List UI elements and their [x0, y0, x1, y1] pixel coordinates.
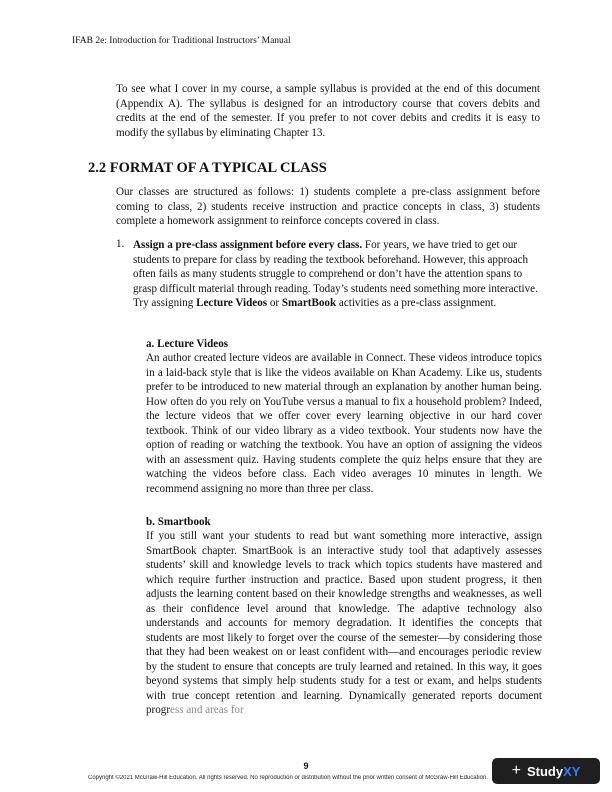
intro-paragraph: To see what I cover in my course, a sample syllabus is provided at the end of this document (Appendix A). The syllabus is designed for an introductory course that covers debits and credits at the end of the semester. If you prefer to not cover debits and credits it is easy to modify the syllabus by eliminating Chapter 13.: [116, 83, 540, 139]
lecture-videos-body: An author created lecture videos are available in Connect. These videos introduce topics in a laid-back style that is like the videos available on Khan Academy. Like us, students prefer to be introduced to new material through an explanation by another human being. How often do you rely on YouTube versus a manual to fix a household problem? Indeed, the lecture videos that we offer cover every learning objective in our hard cover textbook. Think of our video library as a video textbook. Your students now have the option of reading or watching the textbook. You have an option of assigning the videos with an assessment quiz. Having students complete the quiz helps ensure that they are watching the videos before class. Each video averages 10 minutes in length. We recommend assigning no more than three per class.: [146, 352, 542, 495]
badge-label: [527, 764, 580, 779]
section-paragraph: Our classes are structured as follows: 1) students complete a pre-class assignment before coming to class, 2) students receive instruction and practice concepts in class, 3) students complete a homework assignment to reinforce concepts covered in class.: [116, 186, 540, 227]
item-text-before: For years, we have tried to get our students to prepare for class by reading the textbook beforehand. However, this approach often fails as many students struggle to comprehend or don’t have the attention spans to grasp difficult material through reading. Today’s students need something more interactive. Try assigning: [133, 239, 538, 309]
smartbook-body-text: If you still want your students to read but want something more interactive, assign SmartBook chapter. SmartBook is an interactive study tool that adaptively assesses students’ skill and knowledge levels to track which topics students have mastered and which require further instruction and practice. Based upon student progress, it then adjusts the learning content based on their knowledge strengths and weaknesses, as well as their confidence level around that knowledge. The adaptive technology also understands and accounts for memory degradation. It identifies the concepts that students are most likely to forget over the course of the semester—by considering those that they had been weakest on or least confident with—and encourages periodic review by the student to ensure that concepts are truly learned and retained. In this way, it goes beyond systems that simply help students study for a test or exam, and helps students with true concept retention and learning. Dynamically generated reports document progr: [146, 530, 542, 716]
item-bold-smartbook: SmartBook: [281, 297, 337, 309]
badge-text: Study: [526, 763, 564, 779]
list-item-number: 1.: [116, 238, 125, 250]
copyright-notice: Copyright ©2021 McGraw-Hill Education. All rights reserved. No reproduction or distribution without the prior written consent of McGraw-Hill Education.: [88, 775, 488, 781]
smartbook-body: [146, 529, 542, 718]
subheading-smartbook: b. Smartbook: [146, 516, 211, 528]
item-bold-lecture-videos: Lecture Videos: [196, 297, 268, 309]
studyxy-badge[interactable]: [492, 758, 600, 784]
plus-icon: +: [511, 762, 521, 779]
item-lead: Assign a pre-class assignment before every class.: [133, 239, 363, 251]
item-text-mid: or: [267, 297, 282, 309]
list-item-1: [133, 238, 543, 311]
page-number: 9: [303, 761, 309, 771]
subheading-lecture-videos: a. Lecture Videos: [146, 338, 229, 350]
running-header: IFAB 2e: Introduction for Traditional Instructors’ Manual: [72, 36, 291, 46]
smartbook-body-faded: ess and areas for: [170, 704, 244, 716]
badge-accent-text: XY: [563, 763, 581, 779]
section-heading: 2.2 FORMAT OF A TYPICAL CLASS: [88, 160, 327, 176]
item-text-after: activities as a pre-class assignment.: [336, 297, 497, 309]
